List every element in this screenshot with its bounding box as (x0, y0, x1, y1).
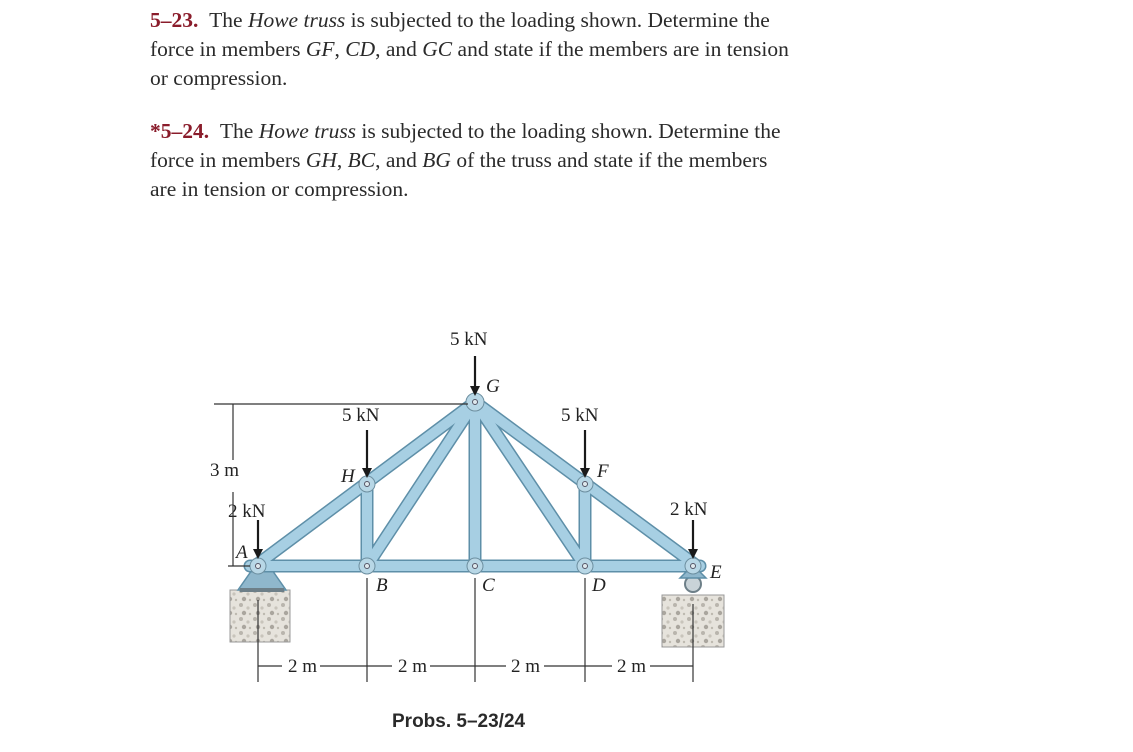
height-dim-label: 3 m (210, 460, 240, 481)
separator: , (336, 148, 348, 172)
span-dim-2: 2 m (398, 656, 428, 677)
joint-b-label: B (376, 575, 388, 596)
truss-figure (0, 300, 1133, 752)
problem-text: is subjected to the loading shown. Determine the force in members (150, 119, 781, 172)
problem-text: The (209, 8, 248, 32)
joint-c-label: C (482, 575, 495, 596)
load-f-label: 5 kN (561, 405, 599, 426)
member-gf: GF (305, 37, 335, 61)
member-cd: CD (345, 37, 376, 61)
joint-e-label: E (710, 562, 722, 583)
figure-caption: Probs. 5–23/24 (392, 711, 526, 732)
joint-d-label: D (592, 575, 606, 596)
load-e-label: 2 kN (670, 499, 708, 520)
span-dim-3: 2 m (511, 656, 541, 677)
span-dim-1: 2 m (288, 656, 318, 677)
load-g-label: 5 kN (450, 329, 488, 350)
member-bc: BC (347, 148, 376, 172)
problem-5-23 (150, 6, 790, 93)
separator: , (334, 37, 346, 61)
span-dim-4: 2 m (617, 656, 647, 677)
support-a (230, 570, 290, 642)
joint-f-label: F (597, 461, 609, 482)
truss-name: Howe truss (258, 119, 357, 143)
load-h-label: 5 kN (342, 405, 380, 426)
problem-text: is subjected to the loading shown. Determine the force in members (150, 8, 770, 61)
member-gh: GH (305, 148, 337, 172)
load-a-label: 2 kN (228, 501, 266, 522)
member-bg: BG (422, 148, 451, 172)
problem-number: *5–24. (150, 119, 210, 143)
truss-name: Howe truss (247, 8, 346, 32)
joint-a-label: A (236, 542, 248, 563)
problem-text: of the truss and state if the members are in tension or compression. (150, 148, 768, 201)
separator: , and (375, 37, 423, 61)
problem-text: and state if the members are in tension or compression. (150, 37, 789, 90)
joint-g-label: G (486, 376, 500, 397)
problem-number: 5–23. (150, 8, 199, 32)
separator: , and (375, 148, 423, 172)
problem-text: The (219, 119, 259, 143)
member-gc: GC (422, 37, 453, 61)
problem-5-24 (150, 117, 790, 204)
joint-h-label: H (341, 466, 355, 487)
member-fills (250, 402, 700, 566)
